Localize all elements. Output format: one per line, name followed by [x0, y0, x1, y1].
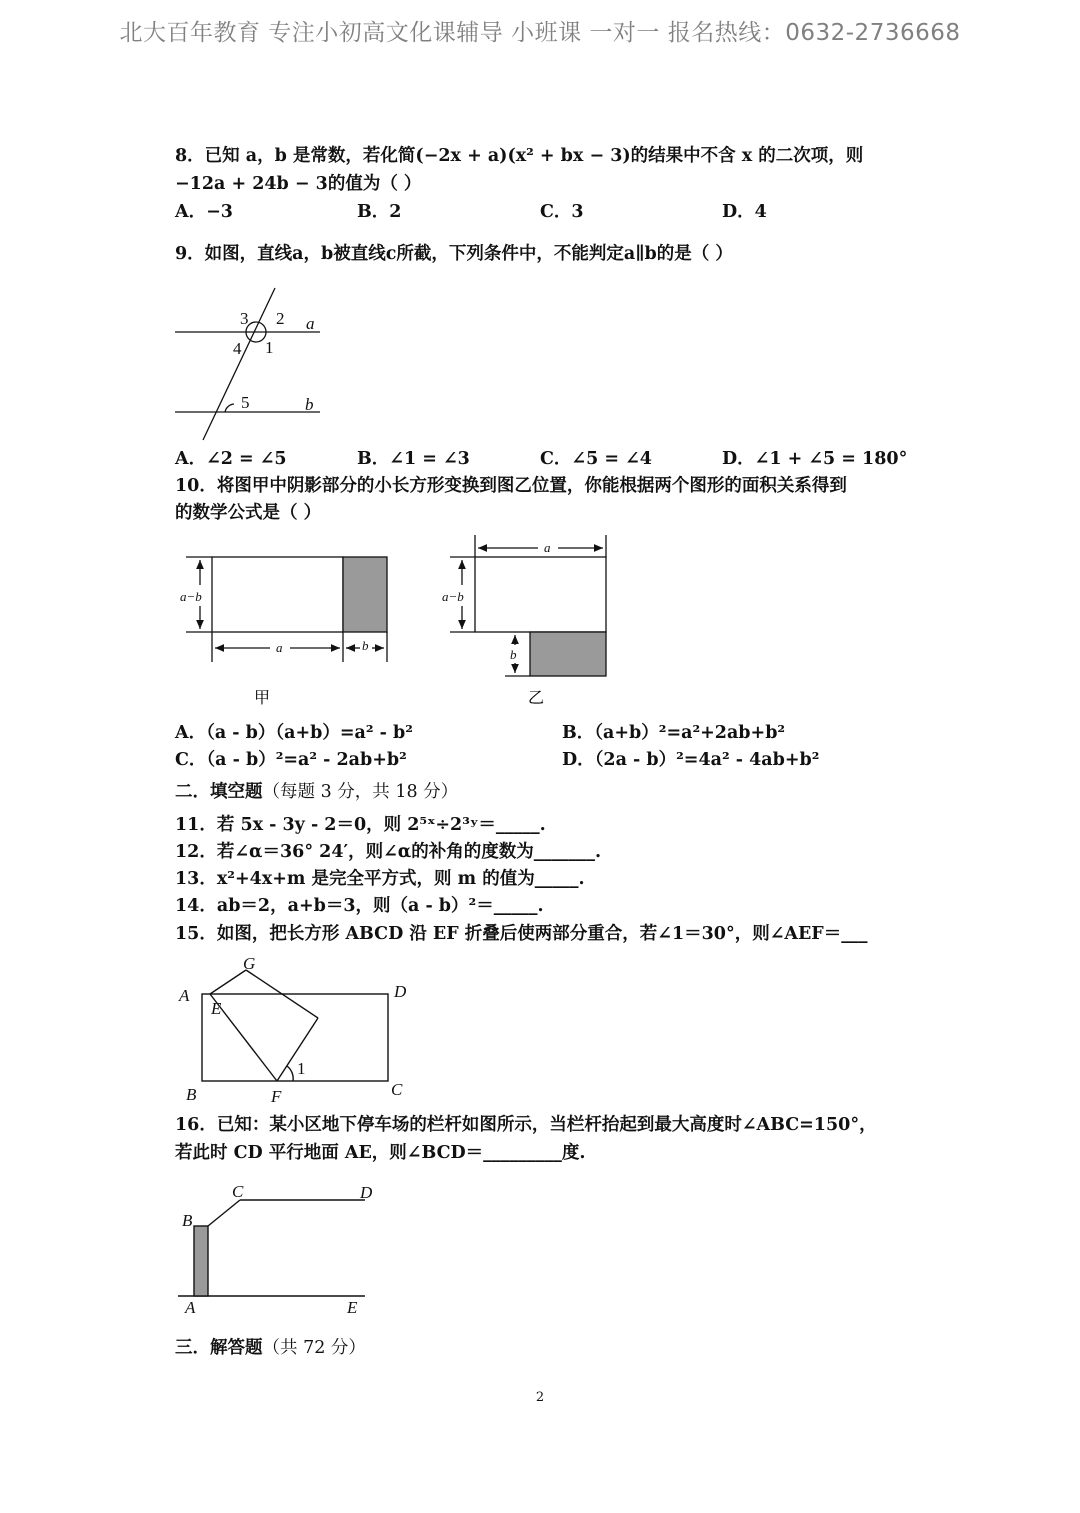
question-9-text: 9．如图，直线a，b被直线c所截，下列条件中，不能判定a∥b的是（ ）	[175, 244, 733, 264]
jia-rectangle	[212, 557, 343, 632]
q10-option-b: B．（a+b）²=a²+2ab+b²	[562, 723, 786, 743]
section-2-note: （每题 3 分，共 18 分）	[262, 782, 459, 802]
fig16-label-e: E	[347, 1298, 358, 1317]
question-8-line-2: −12a + 24b − 3的值为（ ）	[175, 174, 422, 194]
jia-label-a: a	[276, 640, 283, 655]
q10-option-c: C．（a - b）²=a² - 2ab+b²	[175, 750, 407, 770]
fig9-label-b: b	[305, 395, 314, 414]
fig15-label-f: F	[271, 1087, 282, 1106]
q9-option-b: B．∠1 = ∠3	[357, 449, 470, 469]
question-14: 14．ab＝2，a+b＝3，则（a - b）²＝_____.	[175, 896, 544, 916]
page-number: 2	[535, 1390, 545, 1405]
fig15-label-b: B	[186, 1085, 197, 1104]
fig15-label-e: E	[211, 999, 222, 1018]
yi-rectangle	[475, 557, 606, 632]
q10-option-d: D．（2a - b）²=4a² - 4ab+b²	[562, 750, 820, 770]
yi-label-a: a	[544, 540, 551, 555]
question-12: 12．若∠α＝36° 24′，则∠α的补角的度数为_______.	[175, 842, 602, 862]
angle-1-arc	[287, 1066, 293, 1081]
fig15-label-c: C	[391, 1080, 403, 1099]
yi-label-b: b	[510, 647, 517, 662]
barrier-segment-bc	[208, 1200, 240, 1226]
q10-option-a: A．（a - b）（a+b）=a² - b²	[175, 723, 413, 743]
q9-option-c: C．∠5 = ∠4	[540, 449, 652, 469]
page-header-banner: 北大百年教育 专注小初高文化课辅导 小班课 一对一 报名热线：0632-2736668	[119, 20, 961, 46]
fig9-label-a: a	[306, 314, 315, 333]
section-3-note: （共 72 分）	[262, 1338, 366, 1358]
fig9-label-1: 1	[265, 338, 274, 357]
question-11: 11．若 5x - 3y - 2＝0，则 2⁵ˣ÷2³ʸ＝_____.	[175, 815, 546, 835]
fig15-label-a: A	[179, 986, 190, 1005]
figure-q15-folded-rectangle	[202, 970, 388, 1081]
fig16-label-b: B	[182, 1211, 193, 1230]
yi-label-a-minus-b: a−b	[442, 589, 464, 604]
jia-caption: 甲	[254, 690, 271, 707]
figure-q10-yi	[450, 535, 606, 676]
question-16-line-1: 16．已知：某小区地下停车场的栏杆如图所示，当栏杆抬起到最大高度时∠ABC=150°，	[175, 1115, 877, 1135]
fig16-label-d: D	[360, 1183, 373, 1202]
question-8-line-1: 8．已知 a，b 是常数，若化简(−2x + a)(x² + bx − 3)的结果中不含 x 的二次项，则	[175, 146, 864, 166]
yi-shaded-rectangle	[530, 632, 606, 676]
question-16-line-2: 若此时 CD 平行地面 AE，则∠BCD＝_________度.	[175, 1143, 586, 1163]
question-10-line-2: 的数学公式是（ ）	[175, 503, 322, 523]
q9-option-a: A．∠2 = ∠5	[175, 449, 287, 469]
fig9-label-2: 2	[276, 309, 285, 328]
section-2-title: 二．填空题	[175, 782, 263, 802]
fig9-label-5: 5	[241, 393, 250, 412]
figure-q10-jia	[186, 557, 387, 662]
barrier-post	[194, 1226, 208, 1296]
q8-option-d: D．4	[722, 202, 767, 222]
fig9-label-3: 3	[240, 309, 249, 328]
q8-option-c: C．3	[540, 202, 584, 222]
fig16-label-a: A	[185, 1298, 196, 1317]
fig16-label-c: C	[232, 1182, 244, 1201]
section-3-title: 三．解答题	[175, 1338, 263, 1358]
question-10-line-1: 10．将图甲中阴影部分的小长方形变换到图乙位置，你能根据两个图形的面积关系得到	[175, 476, 847, 496]
fig15-label-d: D	[394, 982, 407, 1001]
question-13: 13．x²+4x+m 是完全平方式，则 m 的值为_____.	[175, 869, 585, 889]
rectangle-abcd	[202, 994, 388, 1081]
fig9-label-4: 4	[233, 339, 242, 358]
line-c-transversal	[203, 288, 275, 440]
yi-caption: 乙	[528, 690, 545, 707]
fig15-label-g: G	[243, 954, 256, 973]
q9-option-d: D．∠1 + ∠5 = 180°	[722, 449, 908, 469]
question-15-text: 15．如图，把长方形 ABCD 沿 EF 折叠后使两部分重合，若∠1＝30°，则∠AEF＝___	[175, 924, 868, 944]
angle-5-arc	[225, 404, 234, 412]
jia-label-a-minus-b: a−b	[180, 589, 202, 604]
jia-shaded-rectangle	[343, 557, 387, 632]
fig15-label-1: 1	[297, 1059, 306, 1078]
q8-option-a: A．−3	[175, 202, 233, 222]
q8-option-b: B．2	[357, 202, 402, 222]
figure-q16-parking-barrier	[178, 1200, 365, 1296]
jia-label-b: b	[362, 638, 369, 653]
